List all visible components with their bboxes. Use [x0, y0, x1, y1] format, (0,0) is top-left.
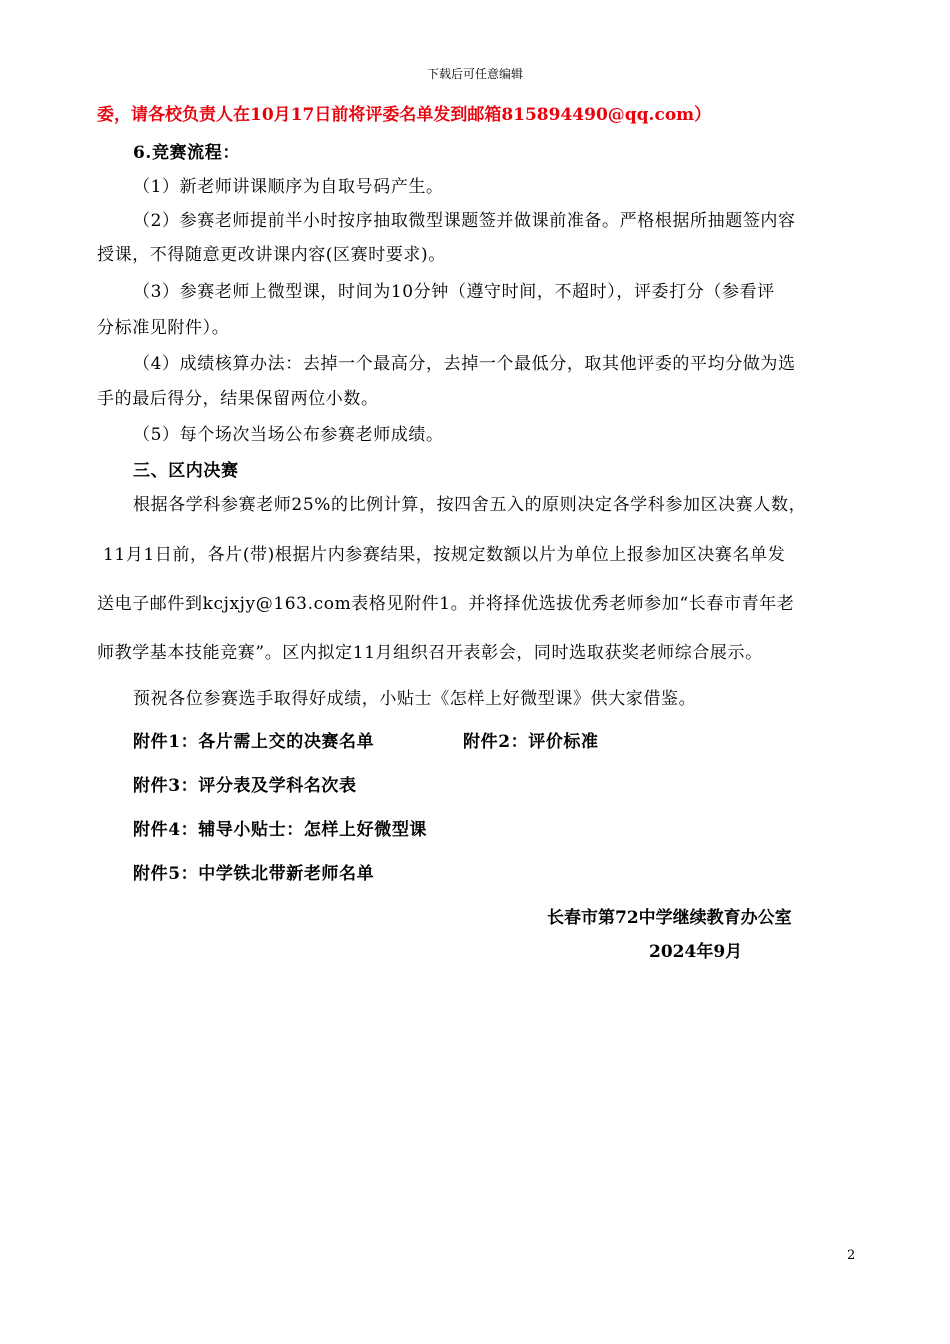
intro-line: 委，请各校负责人在10月17日前将评委名单发到邮箱815894490@qq.com） — [97, 105, 712, 125]
section6-heading: 6.竞赛流程： — [133, 143, 240, 163]
section6-line-5: 分标准见附件）。 — [97, 318, 230, 338]
section6-line-1: （1）新老师讲课顺序为自取号码产生。 — [133, 177, 444, 197]
section6-line-7: 手的最后得分，结果保留两位小数。 — [97, 389, 379, 409]
section3-line-1: 根据各学科参赛老师25%的比例计算，按四舍五入的原则决定各学科参加区决赛人数， — [133, 495, 807, 515]
section6-line-2: （2）参赛老师提前半小时按序抽取微型课题签并做课前准备。严格根据所抽题签内容 — [133, 211, 796, 231]
section3-line-2: 11月1日前，各片(带)根据片内参赛结果，按规定数额以片为单位上报参加区决赛名单发 — [103, 545, 786, 565]
attachment-2: 附件2：评价标准 — [463, 732, 599, 752]
page-number: 2 — [847, 1248, 856, 1263]
section3-line-5: 预祝各位参赛选手取得好成绩，小贴士《怎样上好微型课》供大家借鉴。 — [133, 689, 697, 709]
section6-line-4: （3）参赛老师上微型课，时间为10分钟（遵守时间，不超时），评委打分（参看评 — [133, 282, 775, 302]
page-header: 下载后可任意编辑 — [426, 67, 523, 81]
section3-line-4: 师教学基本技能竞赛”。区内拟定11月组织召开表彰会，同时选取获奖老师综合展示。 — [97, 643, 763, 663]
attachment-3: 附件3：评分表及学科名次表 — [133, 776, 357, 796]
attachment-5: 附件5：中学铁北带新老师名单 — [133, 864, 375, 884]
attachment-1: 附件1：各片需上交的决赛名单 — [133, 732, 375, 752]
signature-org: 长春市第72中学继续教育办公室 — [547, 908, 792, 928]
section6-line-3: 授课，不得随意更改讲课内容(区赛时要求)。 — [97, 245, 446, 265]
section3-heading: 三、区内决赛 — [133, 461, 239, 481]
section3-line-3: 送电子邮件到kcjxjy@163.com表格见附件1。并将择优选拔优秀老师参加“长春市青年老 — [97, 594, 795, 614]
signature-date: 2024年9月 — [649, 942, 743, 962]
section6-line-8: （5）每个场次当场公布参赛老师成绩。 — [133, 425, 444, 445]
section6-line-6: （4）成绩核算办法：去掉一个最高分，去掉一个最低分，取其他评委的平均分做为选 — [133, 354, 796, 374]
attachment-4: 附件4：辅导小贴士：怎样上好微型课 — [133, 820, 428, 840]
